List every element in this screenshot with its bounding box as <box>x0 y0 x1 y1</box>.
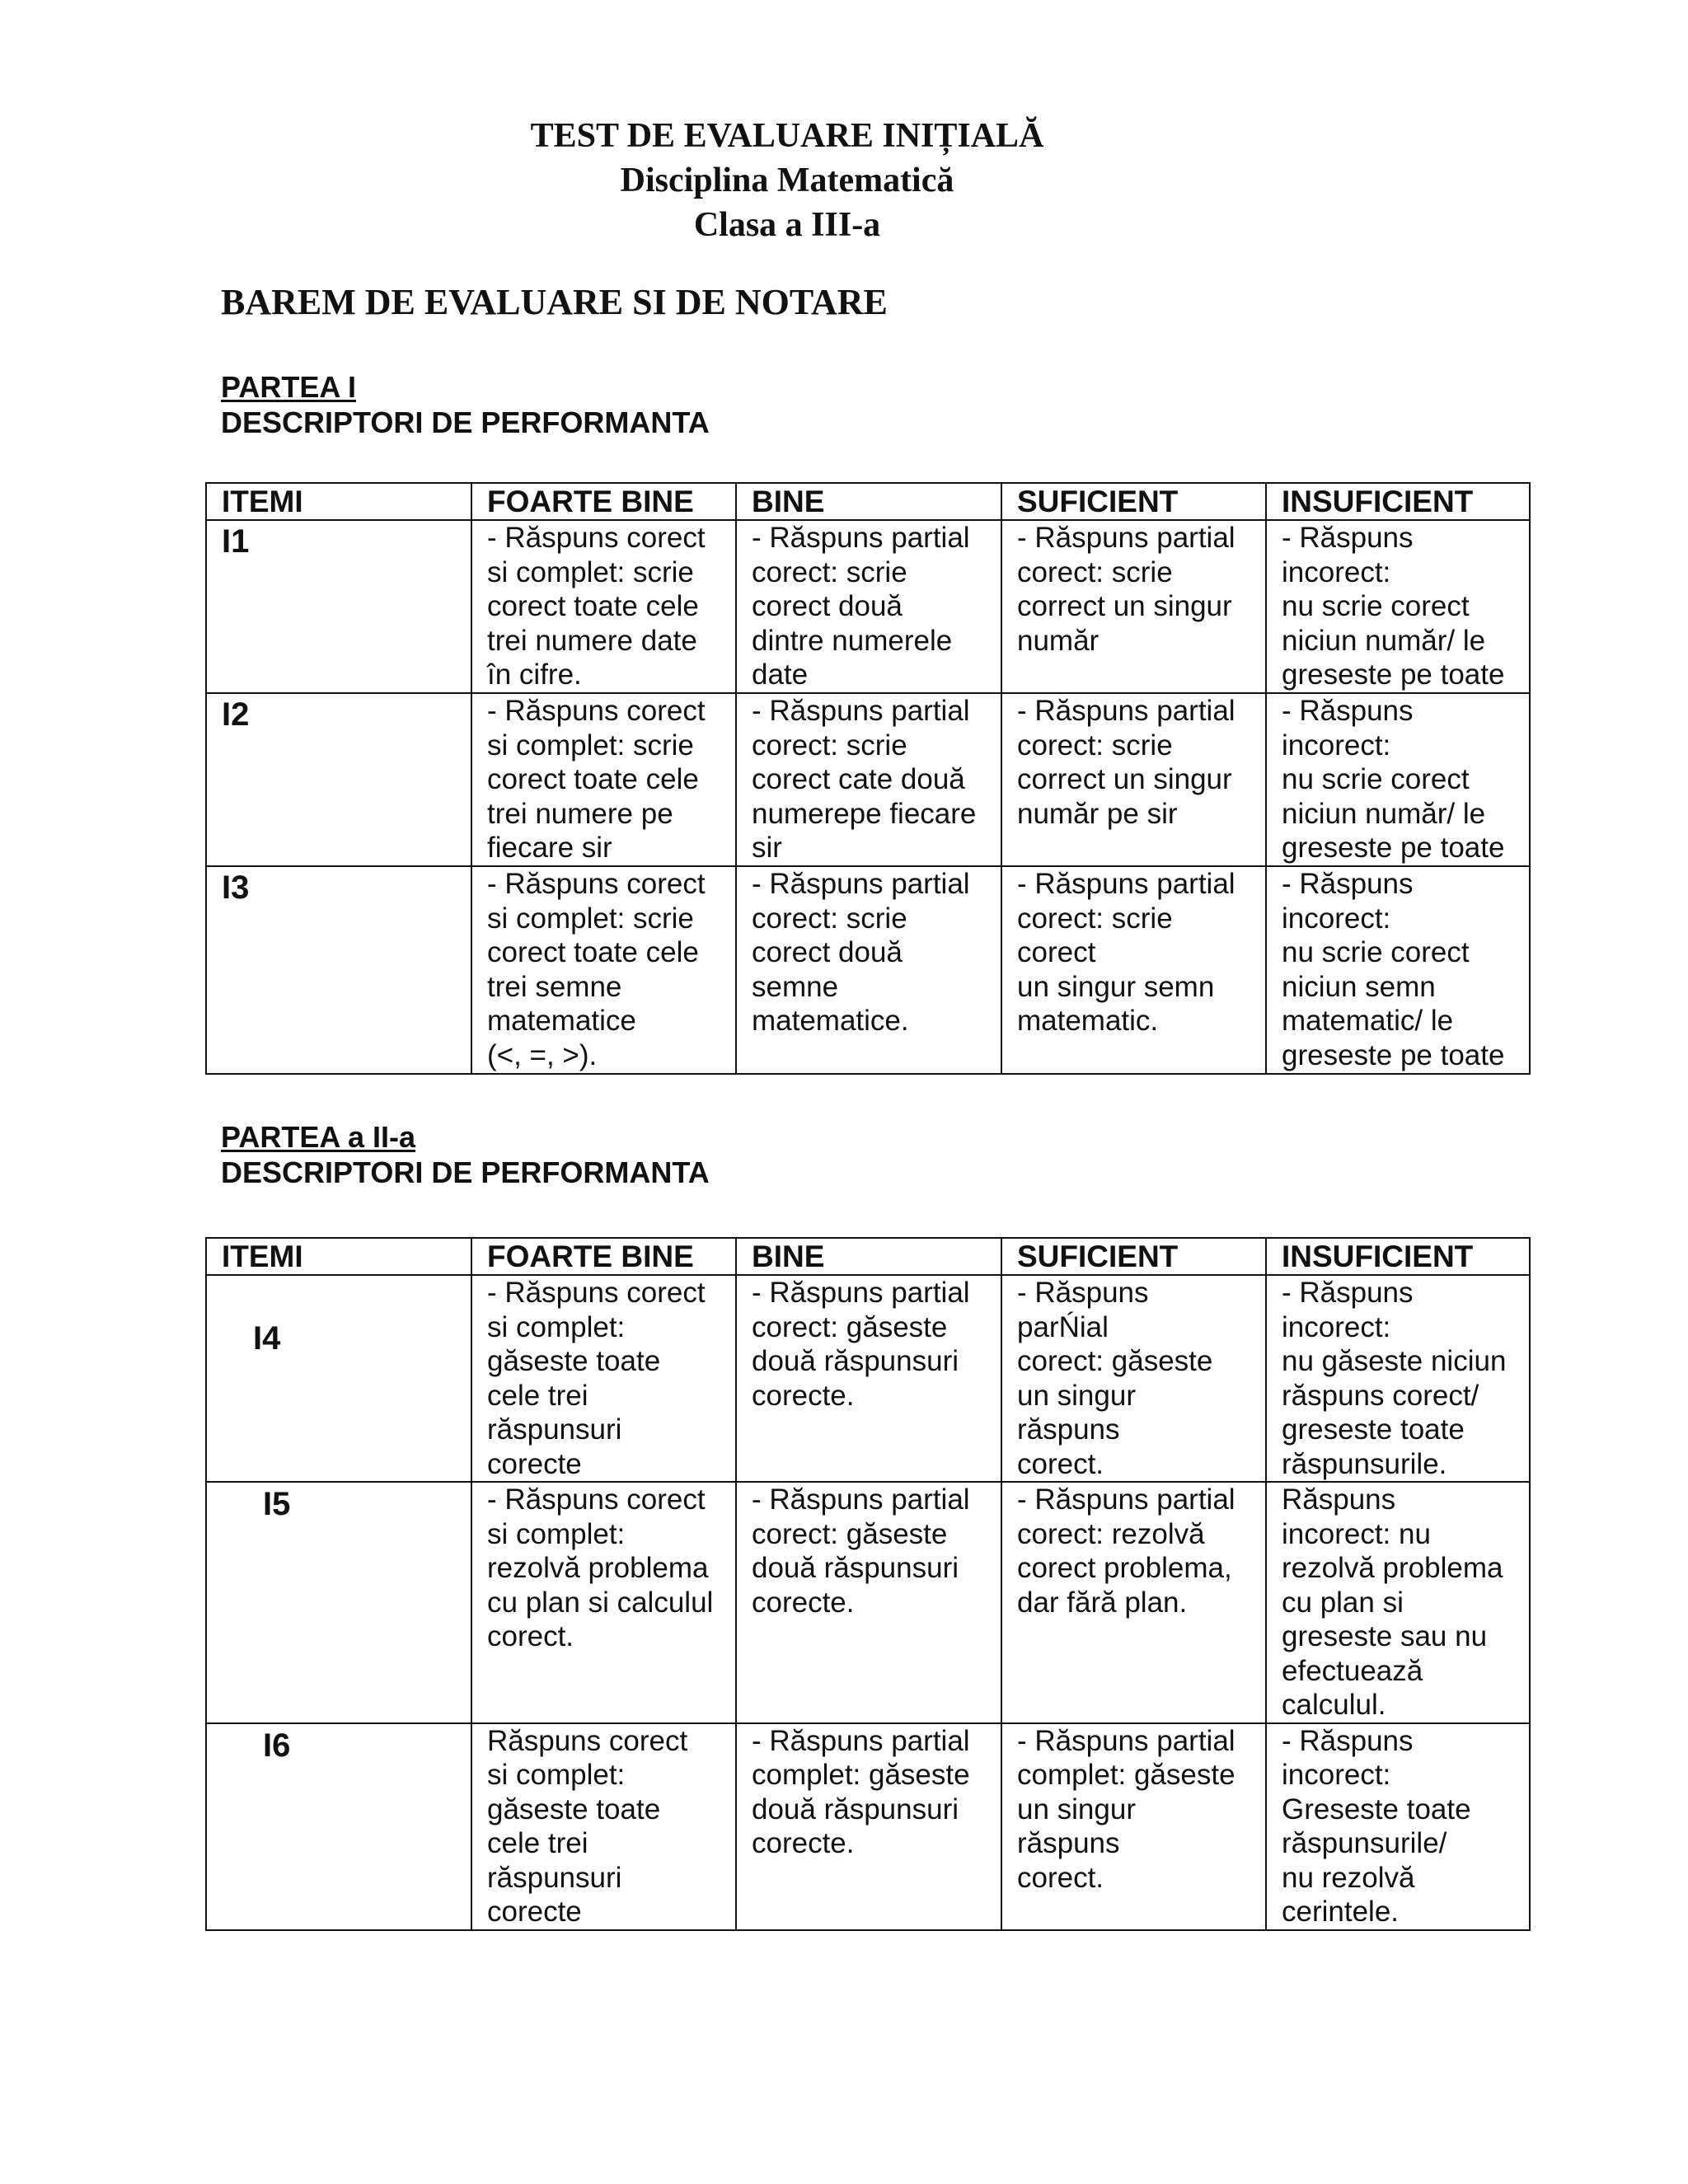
cell-foarte-bine: - Răspuns corect si complet: scrie corect toate cele trei numere date în cifre. <box>471 520 736 693</box>
table-row <box>206 1723 1530 1930</box>
table-header-row <box>206 1238 1530 1275</box>
table-header-row <box>206 483 1530 520</box>
part2-subtitle: DESCRIPTORI DE PERFORMANTA <box>221 1155 710 1189</box>
cell-insuficient: - Răspuns incorect: nu scrie corect niciun număr/ le greseste pe toate <box>1266 520 1530 693</box>
cell-bine: - Răspuns partial corect: scrie corect două semne matematice. <box>736 866 1001 1074</box>
table-row <box>206 520 1530 693</box>
cell-bine: - Răspuns partial corect: găseste două răspunsuri corecte. <box>736 1275 1001 1482</box>
cell-bine: - Răspuns partial corect: scrie corect două dintre numerele date <box>736 520 1001 693</box>
document-header <box>0 114 1574 247</box>
cell-insuficient: - Răspuns incorect: nu scrie corect niciun semn matematic/ le greseste pe toate <box>1266 866 1530 1074</box>
table-row <box>206 1275 1530 1482</box>
cell-foarte-bine: Răspuns corect si complet: găseste toate cele trei răspunsuri corecte <box>471 1723 736 1930</box>
col-header-itemi: ITEMI <box>206 1238 471 1275</box>
discipline-line: Disciplina Matematică <box>620 162 954 199</box>
table-row <box>206 866 1530 1074</box>
table-row <box>206 693 1530 866</box>
part2-rubric-table <box>205 1237 1531 1931</box>
col-header-foarte-bine: FOARTE BINE <box>471 1238 736 1275</box>
cell-bine: - Răspuns partial complet: găseste două răspunsuri corecte. <box>736 1723 1001 1930</box>
barem-title: BAREM DE EVALUARE SI DE NOTARE <box>221 282 888 322</box>
part1-subtitle: DESCRIPTORI DE PERFORMANTA <box>221 405 710 439</box>
table-row <box>206 1482 1530 1723</box>
document-title: TEST DE EVALUARE INIȚIALĂ <box>530 117 1044 155</box>
part1-heading <box>221 369 710 440</box>
cell-suficient: - Răspuns partial corect: scrie correct un singur număr <box>1001 520 1266 693</box>
col-header-bine: BINE <box>736 483 1001 520</box>
item-label: I3 <box>206 866 471 1074</box>
cell-foarte-bine: - Răspuns corect si complet: scrie corect toate cele trei numere pe fiecare sir <box>471 693 736 866</box>
cell-bine: - Răspuns partial corect: scrie corect cate două numerepe fiecare sir <box>736 693 1001 866</box>
col-header-itemi: ITEMI <box>206 483 471 520</box>
cell-insuficient: Răspuns incorect: nu rezolvă problema cu plan si greseste sau nu efectuează calculul. <box>1266 1482 1530 1723</box>
part1-rubric-table <box>205 482 1531 1075</box>
col-header-foarte-bine: FOARTE BINE <box>471 483 736 520</box>
col-header-suficient: SUFICIENT <box>1001 1238 1266 1275</box>
cell-suficient: - Răspuns partial corect: scrie correct un singur număr pe sir <box>1001 693 1266 866</box>
grade-line: Clasa a III-a <box>693 206 881 244</box>
cell-insuficient: - Răspuns incorect: nu scrie corect niciun număr/ le greseste pe toate <box>1266 693 1530 866</box>
item-label: I2 <box>206 693 471 866</box>
item-label: I6 <box>206 1723 471 1930</box>
cell-suficient: - Răspuns parŃial corect: găseste un singur răspuns corect. <box>1001 1275 1266 1482</box>
cell-insuficient: - Răspuns incorect: nu găseste niciun răspuns corect/ greseste toate răspunsurile. <box>1266 1275 1530 1482</box>
item-label: I5 <box>206 1482 471 1723</box>
part2-title: PARTEA a II-a <box>221 1120 416 1154</box>
col-header-suficient: SUFICIENT <box>1001 483 1266 520</box>
part1-title: PARTEA I <box>221 370 357 404</box>
cell-bine: - Răspuns partial corect: găseste două răspunsuri corecte. <box>736 1482 1001 1723</box>
col-header-insuficient: INSUFICIENT <box>1266 1238 1530 1275</box>
cell-suficient: - Răspuns partial corect: scrie corect un singur semn matematic. <box>1001 866 1266 1074</box>
col-header-bine: BINE <box>736 1238 1001 1275</box>
cell-foarte-bine: - Răspuns corect si complet: găseste toate cele trei răspunsuri corecte <box>471 1275 736 1482</box>
cell-foarte-bine: - Răspuns corect si complet: scrie corect toate cele trei semne matematice (<, =, >). <box>471 866 736 1074</box>
part2-heading <box>221 1119 710 1190</box>
cell-suficient: - Răspuns partial complet: găseste un singur răspuns corect. <box>1001 1723 1266 1930</box>
cell-suficient: - Răspuns partial corect: rezolvă corect problema, dar fără plan. <box>1001 1482 1266 1723</box>
cell-insuficient: - Răspuns incorect: Greseste toate răspunsurile/ nu rezolvă cerintele. <box>1266 1723 1530 1930</box>
col-header-insuficient: INSUFICIENT <box>1266 483 1530 520</box>
cell-foarte-bine: - Răspuns corect si complet: rezolvă problema cu plan si calculul corect. <box>471 1482 736 1723</box>
item-label: I1 <box>206 520 471 693</box>
item-label: I4 <box>206 1275 471 1482</box>
